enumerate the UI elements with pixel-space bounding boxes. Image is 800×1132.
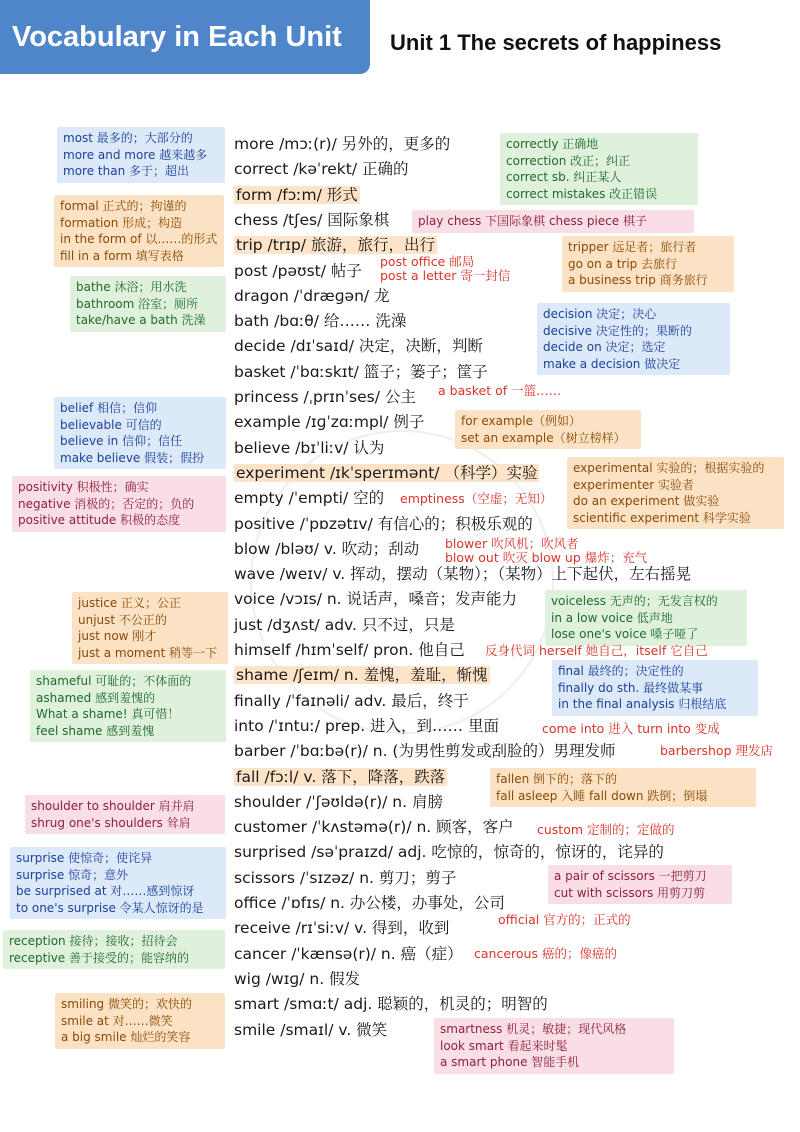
note-line: more than 多于；超出 bbox=[63, 164, 189, 178]
note-line: scientific experiment 科学实验 bbox=[573, 510, 751, 525]
note-reception bbox=[3, 930, 225, 969]
note-line: reception 接待；接收；招待会 bbox=[9, 934, 178, 948]
vocab-entry-text: princess /ˌprɪnˈses/ 公主 bbox=[234, 388, 416, 406]
note-line: shrug one's shoulders 耸肩 bbox=[31, 815, 191, 830]
side-note-barber: barbershop 理发店 bbox=[660, 743, 773, 758]
note-line: be surprised at 对……感到惊讶 bbox=[16, 884, 195, 898]
note-line: shoulder to shoulder 肩并肩 bbox=[31, 799, 195, 813]
side-note-customer: custom 定制的；定做的 bbox=[537, 822, 675, 837]
note-final bbox=[552, 660, 758, 716]
vocab-entry bbox=[234, 537, 419, 561]
vocab-entry bbox=[234, 436, 384, 460]
note-scissors bbox=[548, 865, 732, 904]
note-line: surprise 使惊奇；使诧异 bbox=[16, 851, 153, 865]
note-line: correction 改正；纠正 bbox=[506, 153, 631, 168]
note-line: shameful 可耻的；不体面的 bbox=[36, 674, 192, 688]
note-smiling bbox=[55, 993, 225, 1049]
side-note-basket: a basket of 一篮…… bbox=[438, 383, 562, 398]
note-line: surprise 惊奇；意外 bbox=[16, 867, 129, 882]
vocab-entry bbox=[234, 992, 548, 1016]
note-line: fill in a form 填写表格 bbox=[60, 248, 184, 263]
note-shoulder bbox=[25, 795, 225, 834]
note-line: tripper 远足者；旅行者 bbox=[568, 240, 697, 254]
note-line: ashamed 感到羞愧的 bbox=[36, 690, 156, 705]
note-line: fallen 倒下的；落下的 bbox=[496, 772, 618, 786]
vocab-entry bbox=[234, 183, 360, 207]
note-tripper bbox=[562, 236, 734, 292]
note-line: formal 正式的；拘谨的 bbox=[60, 199, 187, 213]
note-voiceless bbox=[545, 590, 747, 646]
vocab-entry bbox=[234, 840, 664, 864]
side-note-post bbox=[380, 255, 510, 283]
vocab-entry-text: scissors /ˈsɪzəz/ n. 剪刀；剪子 bbox=[234, 868, 457, 887]
note-line: smiling 微笑的；欢快的 bbox=[61, 997, 192, 1011]
note-line: more and more 越来越多 bbox=[63, 147, 208, 162]
note-formal bbox=[54, 195, 224, 267]
note-line: a big smile 灿烂的笑容 bbox=[61, 1030, 191, 1044]
note-line: look smart 看起来时髦 bbox=[440, 1038, 568, 1053]
vocab-entry-text: more /mɔː(r)/ 另外的，更多的 bbox=[234, 135, 451, 153]
vocab-entry bbox=[234, 638, 465, 662]
vocab-entry bbox=[234, 967, 360, 991]
vocab-entry-text: example /ɪɡˈzɑːmpl/ 例子 bbox=[234, 413, 425, 432]
note-line: smile at 对……微笑 bbox=[61, 1013, 173, 1028]
vocab-entry bbox=[234, 461, 539, 485]
vocab-entry bbox=[234, 866, 456, 890]
note-decision bbox=[537, 303, 730, 375]
vocab-entry-text: voice /vɔɪs/ n. 说话声，嗓音；发声能力 bbox=[234, 590, 518, 609]
note-correctly bbox=[500, 133, 698, 205]
note-line: just now 刚才 bbox=[78, 629, 157, 643]
note-line: in the final analysis 归根结底 bbox=[558, 697, 727, 711]
note-fallen bbox=[490, 768, 756, 807]
note-line: unjust 不公正的 bbox=[78, 612, 167, 627]
side-note-office: official 官方的；正式的 bbox=[498, 912, 631, 927]
note-line: believe in 信仰；信任 bbox=[60, 434, 183, 448]
vocab-entry-text: barber /ˈbɑːbə(r)/ n. (为男性剪发或刮脸的）男理发师 bbox=[234, 742, 616, 761]
note-bathe bbox=[70, 276, 226, 332]
vocab-entry-text: post /pəʊst/ 帖子 bbox=[234, 261, 362, 280]
side-note-blow bbox=[445, 537, 647, 565]
vocab-entry bbox=[234, 157, 408, 181]
note-line: make a decision 做决定 bbox=[543, 356, 681, 371]
note-line: fall asleep 入睡 fall down 跌倒；倒塌 bbox=[496, 788, 708, 803]
vocab-entry-text: blow /bləʊ/ v. 吹动；刮动 bbox=[234, 539, 420, 558]
note-line: a smart phone 智能手机 bbox=[440, 1055, 580, 1069]
note-line: decision 决定；决心 bbox=[543, 307, 657, 321]
note-line: a pair of scissors 一把剪刀 bbox=[554, 869, 707, 883]
vocab-entry-text: wave /weɪv/ v. 挥动，摆动（某物）；（某物）上下起伏，左右摇晃 bbox=[234, 565, 692, 584]
note-line: receptive 善于接受的；能容纳的 bbox=[9, 950, 189, 965]
vocab-entry-text: chess /tʃes/ 国际象棋 bbox=[234, 210, 390, 229]
vocab-entry bbox=[234, 512, 533, 536]
vocab-entry-text: into /ˈɪntuː/ prep. 进入，到…… 里面 bbox=[234, 716, 499, 735]
vocab-entry-text: himself /hɪmˈself/ pron. 他自己 bbox=[234, 641, 465, 659]
vocab-entry bbox=[234, 309, 406, 333]
vocab-entry-text: basket /ˈbɑːskɪt/ 篮子；篓子；筐子 bbox=[234, 362, 488, 381]
note-chess bbox=[412, 210, 694, 233]
note-line: What a shame! 真可惜！ bbox=[36, 707, 180, 721]
vocab-entry-text: experiment /ɪkˈsperɪmənt/ （科学）实验 bbox=[236, 463, 538, 482]
note-line: in the form of 以……的形式 bbox=[60, 232, 218, 246]
vocab-entry-text: smile /smaɪl/ v. 微笑 bbox=[234, 1020, 388, 1039]
note-line: do an experiment 做实验 bbox=[573, 494, 720, 508]
vocab-entry-text: form /fɔːm/ 形式 bbox=[236, 185, 358, 204]
note-example bbox=[455, 410, 641, 449]
note-line: formation 形成；构造 bbox=[60, 215, 183, 230]
side-note-cancer: cancerous 癌的；像癌的 bbox=[474, 946, 617, 961]
side-note-line: post office 邮局 bbox=[380, 254, 475, 269]
note-line: decide on 决定；选定 bbox=[543, 340, 666, 354]
vocab-entry-text: customer /ˈkʌstəmə(r)/ n. 顾客，客户 bbox=[234, 818, 514, 837]
vocab-entry bbox=[234, 259, 362, 283]
note-line: set an example（树立榜样） bbox=[461, 430, 626, 445]
note-experimental bbox=[567, 457, 784, 529]
note-line: bathroom 浴室；厕所 bbox=[76, 296, 199, 311]
vocab-entry-text: shoulder /ˈʃəʊldə(r)/ n. 肩膀 bbox=[234, 792, 443, 811]
vocab-entry bbox=[234, 208, 389, 232]
note-line: smartness 机灵；敏捷；现代风格 bbox=[440, 1022, 627, 1036]
note-line: correct mistakes 改正错误 bbox=[506, 186, 658, 201]
vocab-entry bbox=[234, 663, 490, 687]
note-line: negative 消极的；否定的；负的 bbox=[18, 496, 195, 511]
vocab-entry-text: trip /trɪp/ 旅游，旅行，出行 bbox=[236, 236, 435, 255]
note-line: make believe 假装；假扮 bbox=[60, 450, 205, 465]
vocab-entry bbox=[234, 790, 443, 814]
note-line: correct sb. 纠正某人 bbox=[506, 170, 622, 184]
vocab-entry-text: shame /ʃeɪm/ n. 羞愧，羞耻，惭愧 bbox=[236, 666, 488, 685]
vocab-entry-text: cancer /ˈkænsə(r)/ n. 癌（症） bbox=[234, 944, 463, 963]
vocab-entry bbox=[234, 613, 455, 637]
note-line: cut with scissors 用剪刀剪 bbox=[554, 885, 706, 900]
note-line: most 最多的；大部分的 bbox=[63, 131, 193, 145]
side-note-line: blower 吹风机；吹风者 bbox=[445, 536, 579, 551]
note-justice bbox=[72, 592, 228, 664]
note-line: voiceless 无声的；无发言权的 bbox=[551, 594, 718, 608]
note-line: believable 可信的 bbox=[60, 417, 162, 432]
side-note-line: blow out 吹灭 blow up 爆炸；充气 bbox=[445, 550, 648, 565]
note-line: to one's surprise 令某人惊讶的是 bbox=[16, 900, 204, 915]
vocab-entry-text: office /ˈɒfɪs/ n. 办公楼，办事处，公司 bbox=[234, 894, 505, 912]
vocab-entry-text: bath /bɑːθ/ 给…… 洗澡 bbox=[234, 312, 407, 331]
note-line: decisive 决定性的；果断的 bbox=[543, 323, 692, 338]
note-shameful bbox=[30, 670, 226, 742]
note-line: for example（例如） bbox=[461, 414, 581, 428]
side-note-into: come into 进入 turn into 变成 bbox=[542, 721, 720, 736]
vocab-entry-text: correct /kəˈrekt/ 正确的 bbox=[234, 160, 409, 179]
side-note-empty: emptiness（空虚；无知） bbox=[400, 491, 553, 506]
note-line: experimental 实验的；根据实验的 bbox=[573, 461, 765, 475]
note-line: justice 正义；公正 bbox=[78, 596, 182, 610]
vocab-entry bbox=[234, 334, 483, 358]
note-belief bbox=[54, 397, 226, 469]
note-line: play chess 下国际象棋 chess piece 棋子 bbox=[418, 214, 647, 228]
vocab-entry bbox=[234, 739, 615, 763]
vocab-entry-text: finally /ˈfaɪnəli/ adv. 最后，终于 bbox=[234, 691, 469, 710]
vocab-entry-text: decide /dɪˈsaɪd/ 决定，决断，判断 bbox=[234, 337, 483, 356]
vocab-entry-text: surprised /səˈpraɪzd/ adj. 吃惊的，惊奇的，惊讶的，诧异的 bbox=[234, 843, 664, 862]
vocab-entry bbox=[234, 385, 416, 409]
note-positivity bbox=[12, 476, 226, 532]
vocab-entry-text: receive /rɪˈsiːv/ v. 得到，收到 bbox=[234, 919, 450, 938]
vocab-entry bbox=[234, 486, 384, 510]
vocab-entry bbox=[234, 132, 450, 156]
note-line: finally do sth. 最终做某事 bbox=[558, 680, 704, 695]
note-line: experimenter 实验者 bbox=[573, 477, 695, 492]
note-surprise bbox=[10, 847, 226, 919]
side-note-line: post a letter 寄一封信 bbox=[380, 268, 511, 283]
note-line: go on a trip 去旅行 bbox=[568, 256, 678, 271]
header-title: Vocabulary in Each Unit bbox=[0, 0, 370, 74]
note-line: just a moment 稍等一下 bbox=[78, 645, 218, 660]
vocab-entry bbox=[234, 714, 499, 738]
note-smartness bbox=[434, 1018, 674, 1074]
vocab-entry-text: positive /ˈpɒzətɪv/ 有信心的；积极乐观的 bbox=[234, 514, 533, 533]
note-line: correctly 正确地 bbox=[506, 137, 599, 151]
note-most bbox=[57, 127, 225, 183]
note-line: feel shame 感到羞愧 bbox=[36, 723, 155, 738]
note-line: bathe 沐浴；用水洗 bbox=[76, 280, 187, 294]
note-line: belief 相信；信仰 bbox=[60, 401, 158, 415]
vocab-entry bbox=[234, 815, 514, 839]
vocab-entry-text: empty /ˈempti/ 空的 bbox=[234, 489, 385, 508]
side-note-himself: 反身代词 herself 她自己，itself 它自己 bbox=[485, 643, 708, 658]
vocab-entry bbox=[234, 587, 517, 611]
vocab-entry bbox=[234, 284, 390, 308]
vocab-entry-text: just /dʒʌst/ adv. 只不过，只是 bbox=[234, 615, 455, 634]
vocab-entry bbox=[234, 916, 449, 940]
vocab-entry-text: wig /wɪɡ/ n. 假发 bbox=[234, 969, 361, 988]
vocab-entry-text: believe /bɪˈliːv/ 认为 bbox=[234, 438, 385, 457]
vocab-entry-text: fall /fɔːl/ v. 落下，降落，跌落 bbox=[236, 767, 446, 786]
note-line: take/have a bath 洗澡 bbox=[76, 313, 206, 327]
vocab-entry bbox=[234, 942, 463, 966]
vocab-entry-text: dragon /ˈdræɡən/ 龙 bbox=[234, 286, 390, 305]
vocab-entry bbox=[234, 360, 488, 384]
note-line: final 最终的；决定性的 bbox=[558, 664, 684, 678]
vocab-entry bbox=[234, 410, 424, 434]
note-line: positive attitude 积极的态度 bbox=[18, 513, 181, 527]
vocab-entry bbox=[234, 689, 469, 713]
note-line: lose one's voice 嗓子哑了 bbox=[551, 627, 699, 641]
vocab-entry bbox=[234, 1018, 387, 1042]
vocab-entry-text: smart /smɑːt/ adj. 聪颖的，机灵的；明智的 bbox=[234, 995, 548, 1014]
note-line: in a low voice 低声地 bbox=[551, 610, 673, 625]
vocab-entry bbox=[234, 891, 505, 915]
note-line: positivity 积极性；确实 bbox=[18, 480, 149, 494]
vocab-entry bbox=[234, 765, 447, 789]
unit-title: Unit 1 The secrets of happiness bbox=[390, 30, 722, 55]
note-line: a business trip 商务旅行 bbox=[568, 273, 708, 287]
vocab-entry bbox=[234, 562, 691, 586]
